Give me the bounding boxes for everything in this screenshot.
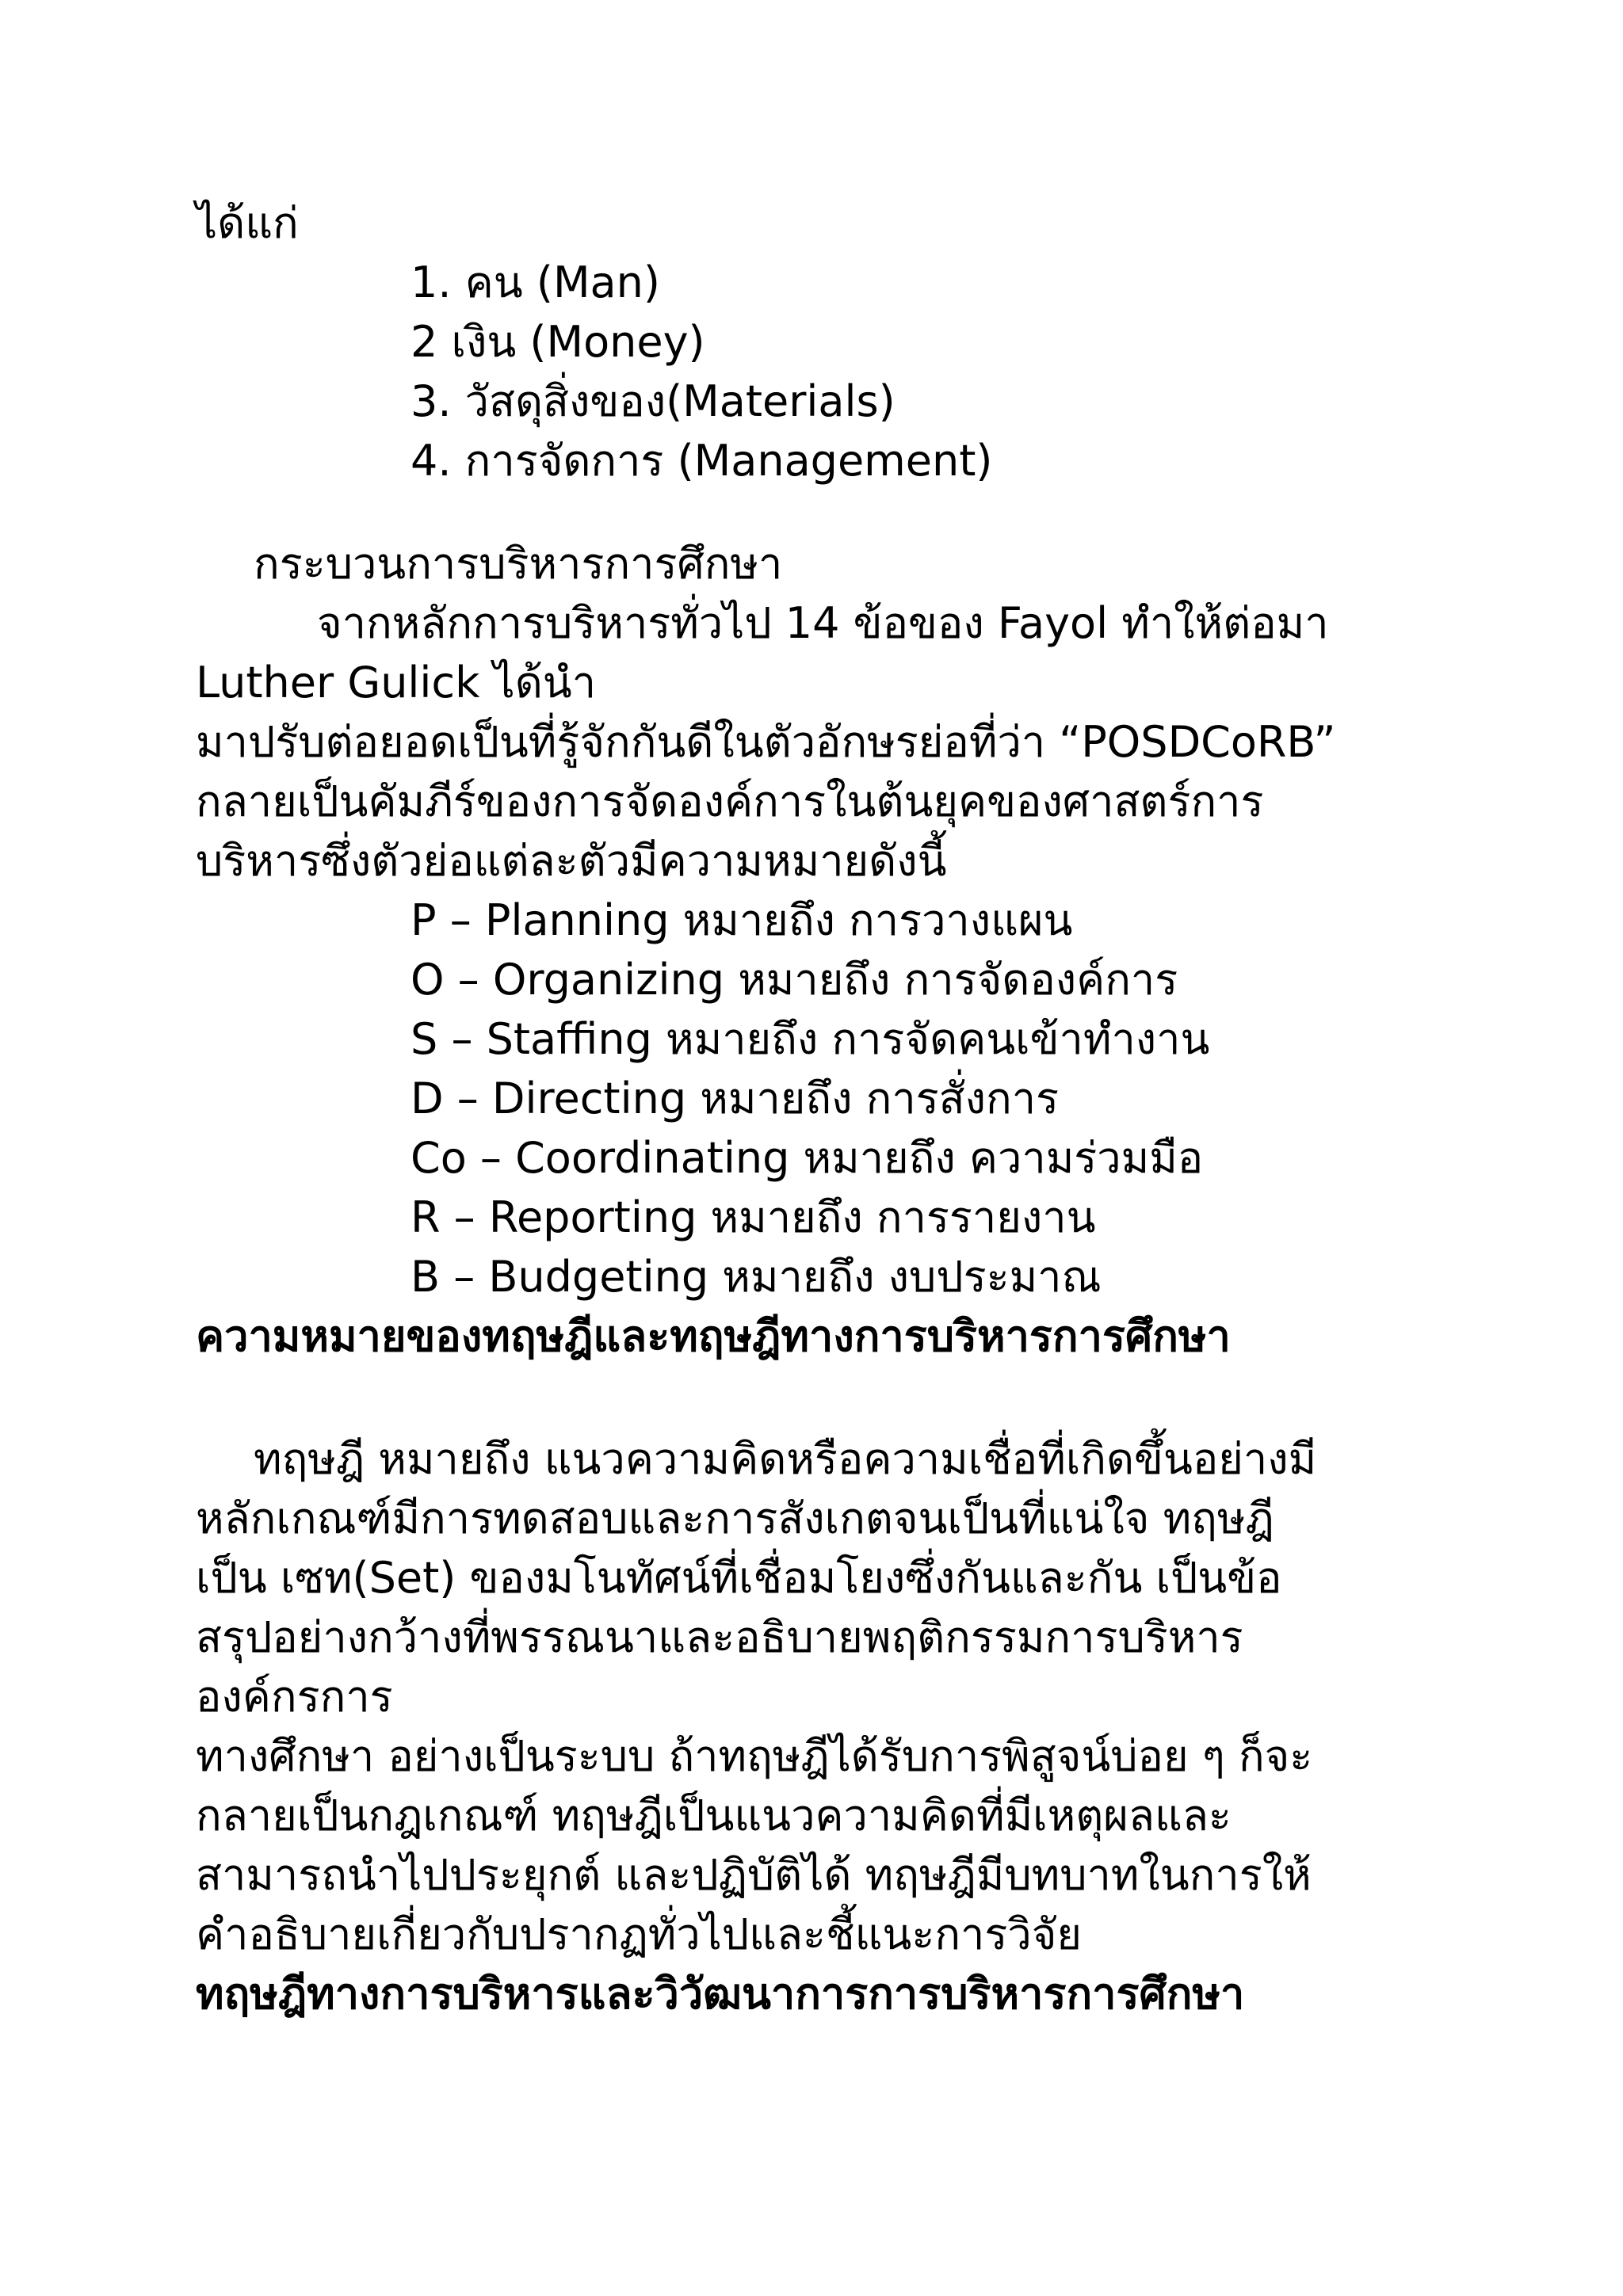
paragraph-line: บริหารซึ่งตัวย่อแต่ละตัวมีความหมายดังนี้ bbox=[196, 836, 947, 886]
list-item: 2 เงิน (Money) bbox=[411, 317, 705, 367]
paragraph-line: เป็น เซท(Set) ของมโนทัศน์ที่เชื่อมโยงซึ่งกันและกัน เป็นข้อ bbox=[196, 1553, 1282, 1603]
paragraph-line: สามารถนำไปประยุกต์ และปฏิบัติได้ ทฤษฎีมีบทบาทในการให้ bbox=[196, 1850, 1312, 1900]
section-heading: กระบวนการบริหารการศึกษา bbox=[254, 539, 783, 589]
section-heading: ทฤษฎีทางการบริหารและวิวัฒนาการการบริหารการศึกษา bbox=[196, 1969, 1245, 2019]
paragraph-line: กลายเป็นคัมภีร์ของการจัดองค์การในต้นยุคของศาสตร์การ bbox=[196, 776, 1264, 826]
paragraph-line: ทฤษฎี หมายถึง แนวความคิดหรือความเชื่อที่เกิดขึ้นอย่างมี bbox=[254, 1434, 1317, 1484]
list-item: 3. วัสดุสิ่งของ(Materials) bbox=[411, 376, 896, 426]
list-item: O – Organizing หมายถึง การจัดองค์การ bbox=[411, 955, 1178, 1005]
list-item: B – Budgeting หมายถึง งบประมาณ bbox=[411, 1252, 1102, 1302]
list-item: D – Directing หมายถึง การสั่งการ bbox=[411, 1074, 1060, 1123]
paragraph-line: จากหลักการบริหารทั่วไป 14 ข้อของ Fayol ทำให้ต่อมา bbox=[317, 598, 1329, 648]
list-item: S – Staffing หมายถึง การจัดคนเข้าทำงาน bbox=[411, 1014, 1210, 1064]
list-item: R – Reporting หมายถึง การรายงาน bbox=[411, 1192, 1096, 1242]
list-item: 4. การจัดการ (Management) bbox=[411, 436, 993, 486]
paragraph-line: องค์กรการ bbox=[196, 1672, 393, 1722]
paragraph-line: หลักเกณฑ์มีการทดสอบและการสังเกตจนเป็นที่แน่ใจ ทฤษฎี bbox=[196, 1493, 1274, 1543]
paragraph-line: มาปรับต่อยอดเป็นที่รู้จักกันดีในตัวอักษรย่อที่ว่า “POSDCoRB” bbox=[196, 717, 1336, 767]
list-item: Co – Coordinating หมายถึง ความร่วมมือ bbox=[411, 1133, 1204, 1183]
list-item: 1. คน (Man) bbox=[411, 257, 660, 307]
paragraph-line: คำอธิบายเกี่ยวกับปรากฏทั่วไปและชี้แนะการวิจัย bbox=[196, 1909, 1082, 1959]
paragraph-line: ทางศึกษา อย่างเป็นระบบ ถ้าทฤษฎีได้รับการพิสูจน์บ่อย ๆ ก็จะ bbox=[196, 1731, 1313, 1781]
paragraph-line: กลายเป็นกฎเกณฑ์ ทฤษฎีเป็นแนวความคิดที่มีเหตุผลและ bbox=[196, 1791, 1232, 1840]
paragraph-line: สรุปอย่างกว้างที่พรรณนาและอธิบายพฤติกรรมการบริหาร bbox=[196, 1612, 1243, 1662]
paragraph-line: Luther Gulick ได้นำ bbox=[196, 658, 597, 707]
intro-label: ได้แก่ bbox=[196, 198, 299, 248]
list-item: P – Planning หมายถึง การวางแผน bbox=[411, 895, 1073, 945]
section-heading: ความหมายของทฤษฎีและทฤษฎีทางการบริหารการศึกษา bbox=[196, 1311, 1231, 1361]
